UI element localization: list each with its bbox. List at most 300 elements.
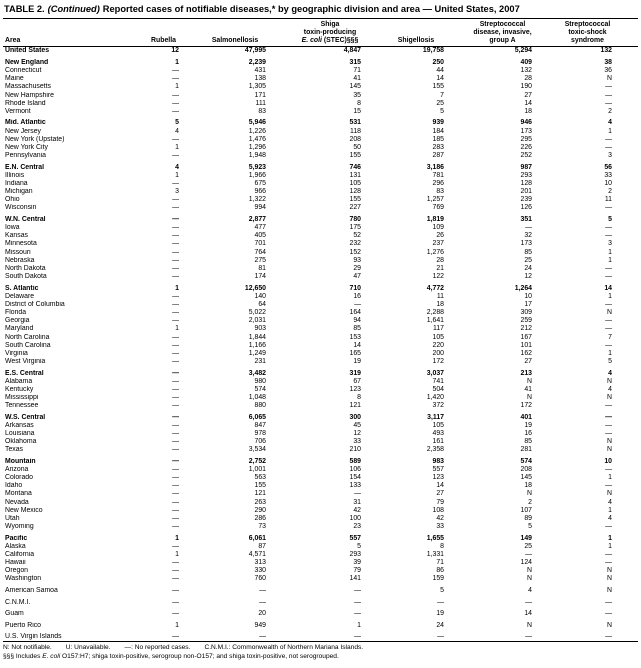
value-cell-stec: 710 [349, 284, 361, 292]
column-header-line: Shiga [320, 21, 340, 28]
area-name: Delaware [5, 292, 35, 300]
value-cell-stec: — [354, 300, 361, 308]
value-cell-stec: 71 [353, 67, 361, 75]
column-header-salmonellosis [203, 19, 298, 47]
value-cell-rubella: — [172, 482, 179, 490]
value-cell-rubella: — [172, 248, 179, 256]
value-cell-shigellosis: 184 [432, 127, 444, 135]
value-cell-strep_group_a: — [525, 598, 532, 606]
value-cell-strep_toxic_shock: N [607, 393, 612, 401]
column-header-line: Salmonellosis [211, 36, 259, 44]
area-row [3, 515, 638, 523]
area-row [3, 438, 638, 446]
area-name: Indiana [5, 179, 28, 187]
value-cell-shigellosis: 83 [436, 188, 444, 196]
value-cell-rubella: — [172, 575, 179, 583]
value-cell-salmonellosis: 431 [254, 67, 266, 75]
value-cell-rubella: — [172, 598, 179, 606]
value-cell-strep_group_a: 173 [520, 127, 532, 135]
value-cell-strep_group_a: 128 [520, 179, 532, 187]
area-row [3, 172, 638, 180]
value-cell-strep_group_a: 351 [520, 215, 532, 223]
value-cell-strep_group_a: 16 [524, 430, 532, 437]
area-row [3, 551, 638, 559]
area-name: Arkansas [5, 421, 34, 429]
value-cell-rubella: — [172, 357, 179, 365]
value-cell-rubella: — [172, 466, 179, 474]
value-cell-salmonellosis: 12,650 [244, 284, 266, 292]
value-cell-strep_toxic_shock: 38 [604, 58, 612, 66]
value-cell-strep_toxic_shock: 2 [608, 107, 612, 115]
area-name: Ohio [5, 196, 20, 204]
value-cell-strep_toxic_shock: — [605, 99, 612, 107]
area-name: South Carolina [5, 341, 51, 349]
value-cell-salmonellosis: 764 [254, 248, 266, 256]
column-header-line: Area [5, 36, 21, 44]
value-cell-shigellosis: 155 [432, 83, 444, 91]
area-name: Alaska [5, 542, 26, 550]
value-cell-rubella: 1 [175, 58, 179, 66]
region-total-row [3, 414, 638, 422]
value-cell-stec: 145 [349, 83, 361, 91]
value-cell-rubella: — [172, 341, 179, 349]
value-cell-stec: 154 [349, 474, 361, 482]
value-cell-rubella: 1 [175, 83, 179, 91]
value-cell-salmonellosis: 5,946 [248, 119, 266, 127]
value-cell-salmonellosis: 994 [254, 204, 266, 212]
value-cell-shigellosis: 3,186 [426, 163, 444, 171]
area-row [3, 128, 638, 136]
value-cell-stec: 100 [349, 514, 361, 522]
value-cell-strep_group_a: 2 [528, 498, 532, 506]
value-cell-strep_toxic_shock: — [605, 300, 612, 308]
value-cell-strep_toxic_shock: N [607, 586, 612, 594]
value-cell-salmonellosis: 966 [254, 188, 266, 196]
column-header-line: group A [489, 36, 516, 44]
area-row [3, 567, 638, 575]
value-cell-strep_toxic_shock: 5 [608, 357, 612, 365]
value-cell-shigellosis: 123 [432, 474, 444, 482]
value-cell-salmonellosis: — [259, 598, 266, 606]
value-cell-strep_group_a: 173 [520, 240, 532, 248]
area-row [3, 490, 638, 498]
value-cell-rubella: — [172, 421, 179, 429]
value-cell-salmonellosis: 138 [254, 75, 266, 83]
value-cell-shigellosis: 5 [440, 586, 444, 594]
value-cell-rubella: — [172, 393, 179, 401]
value-cell-strep_toxic_shock: N [607, 446, 612, 454]
value-cell-rubella: 1 [175, 550, 179, 558]
value-cell-stec: 123 [349, 385, 361, 393]
value-cell-salmonellosis: 121 [254, 490, 266, 498]
area-name: Wisconsin [5, 204, 37, 212]
value-cell-strep_group_a: 574 [520, 457, 532, 465]
value-cell-strep_group_a: 27 [524, 357, 532, 365]
value-cell-strep_toxic_shock: 36 [604, 67, 612, 75]
area-name: Iowa [5, 224, 20, 232]
value-cell-strep_toxic_shock: 14 [604, 284, 612, 292]
value-cell-strep_toxic_shock: — [605, 341, 612, 349]
area-row [3, 507, 638, 515]
value-cell-stec: — [354, 490, 361, 498]
column-header-line: Shigellosis [397, 36, 435, 44]
value-cell-rubella: — [172, 273, 179, 281]
area-name: South Dakota [5, 273, 47, 281]
value-cell-salmonellosis: 701 [254, 240, 266, 248]
value-cell-stec: 293 [349, 550, 361, 558]
value-cell-shigellosis: 105 [432, 333, 444, 341]
value-cell-strep_toxic_shock: — [605, 224, 612, 232]
value-cell-strep_toxic_shock: — [605, 143, 612, 151]
value-cell-salmonellosis: 3,482 [248, 369, 266, 377]
value-cell-shigellosis: 287 [432, 152, 444, 160]
value-cell-strep_group_a: 946 [520, 119, 532, 127]
area-row [3, 342, 638, 350]
value-cell-strep_toxic_shock: 1 [608, 506, 612, 514]
value-cell-strep_group_a: — [525, 633, 532, 641]
value-cell-strep_toxic_shock: 3 [608, 240, 612, 248]
area-row [3, 622, 638, 630]
value-cell-stec: 42 [353, 506, 361, 514]
value-cell-stec: 94 [353, 317, 361, 325]
value-cell-stec: 210 [349, 446, 361, 454]
value-cell-salmonellosis: 880 [254, 402, 266, 410]
value-cell-stec: 16 [353, 292, 361, 300]
value-cell-salmonellosis: 1,948 [248, 152, 266, 160]
value-cell-shigellosis: 1,641 [426, 317, 444, 325]
value-cell-strep_group_a: 293 [520, 171, 532, 179]
area-row [3, 152, 638, 160]
area-row [3, 293, 638, 301]
value-cell-shigellosis: 8 [440, 542, 444, 550]
value-cell-strep_group_a: 145 [520, 474, 532, 482]
area-name: Michigan [5, 188, 33, 196]
value-cell-rubella: — [172, 99, 179, 107]
area-row [3, 394, 638, 402]
value-cell-rubella: — [172, 542, 179, 550]
value-cell-strep_group_a: 226 [520, 143, 532, 151]
area-name: Minnesota [5, 240, 37, 248]
value-cell-strep_group_a: 14 [524, 610, 532, 618]
table-continued-label: (Continued) [47, 4, 100, 14]
value-cell-salmonellosis: 978 [254, 430, 266, 437]
value-cell-stec: 300 [349, 413, 361, 421]
value-cell-shigellosis: 372 [432, 402, 444, 410]
value-cell-shigellosis: 3,037 [426, 369, 444, 377]
value-cell-shigellosis: 504 [432, 385, 444, 393]
area-name: North Carolina [5, 333, 50, 341]
value-cell-shigellosis: 3,117 [427, 413, 444, 421]
value-cell-strep_group_a: N [527, 575, 532, 583]
area-name: Arizona [5, 466, 29, 474]
value-cell-shigellosis: 28 [436, 256, 444, 264]
value-cell-stec: 589 [349, 457, 361, 465]
value-cell-strep_group_a: 172 [520, 402, 532, 410]
value-cell-shigellosis: 237 [432, 240, 444, 248]
value-cell-stec: 33 [353, 438, 361, 446]
value-cell-strep_toxic_shock: N [607, 490, 612, 498]
value-cell-salmonellosis: 290 [254, 506, 266, 514]
value-cell-strep_toxic_shock: N [607, 377, 612, 385]
footnote-segment: —: No reported cases. [124, 644, 191, 652]
value-cell-salmonellosis: 1,001 [248, 466, 266, 474]
value-cell-salmonellosis: 20 [258, 610, 266, 618]
value-cell-stec: 8 [357, 99, 361, 107]
area-row [3, 633, 638, 642]
area-name: Rhode Island [5, 99, 46, 107]
value-cell-strep_toxic_shock: 11 [604, 196, 612, 204]
value-cell-stec: 67 [353, 377, 361, 385]
value-cell-strep_toxic_shock: 1 [608, 349, 612, 357]
value-cell-stec: 165 [349, 349, 361, 357]
value-cell-shigellosis: 11 [436, 292, 444, 300]
value-cell-strep_toxic_shock: 1 [608, 474, 612, 482]
value-cell-strep_group_a: 309 [520, 309, 532, 317]
area-name: Texas [5, 446, 23, 454]
value-cell-salmonellosis: 477 [254, 224, 266, 232]
value-cell-strep_group_a: 12 [524, 273, 532, 281]
value-cell-strep_toxic_shock: — [605, 317, 612, 325]
table-title [3, 3, 638, 18]
value-cell-rubella: — [172, 309, 179, 317]
area-row [3, 430, 638, 438]
value-cell-strep_toxic_shock: — [605, 413, 612, 421]
area-name: Pacific [5, 534, 28, 542]
value-cell-rubella: — [172, 240, 179, 248]
value-cell-stec: 232 [349, 240, 361, 248]
area-row [3, 309, 638, 317]
value-cell-rubella: — [172, 457, 179, 465]
area-name: Oklahoma [5, 438, 37, 446]
value-cell-salmonellosis: 330 [254, 567, 266, 575]
area-row [3, 136, 638, 144]
value-cell-rubella: — [172, 67, 179, 75]
value-cell-rubella: — [172, 586, 179, 594]
value-cell-salmonellosis: 1,048 [248, 393, 266, 401]
area-name: Louisiana [5, 430, 35, 437]
value-cell-rubella: — [172, 402, 179, 410]
value-cell-shigellosis: 71 [436, 559, 444, 567]
value-cell-stec: 780 [349, 215, 361, 223]
value-cell-strep_toxic_shock: — [605, 264, 612, 272]
value-cell-rubella: 1 [175, 284, 179, 292]
area-name: Kansas [5, 232, 28, 240]
value-cell-strep_toxic_shock: 1 [608, 534, 612, 542]
area-row [3, 446, 638, 454]
value-cell-strep_group_a: 4 [528, 586, 532, 594]
value-cell-rubella: — [172, 377, 179, 385]
value-cell-salmonellosis: — [259, 586, 266, 594]
area-row [3, 249, 638, 257]
value-cell-shigellosis: 1,819 [426, 215, 444, 223]
value-cell-strep_group_a: 190 [520, 83, 532, 91]
value-cell-shigellosis: 493 [432, 430, 444, 437]
value-cell-strep_group_a: 18 [524, 107, 532, 115]
value-cell-strep_toxic_shock: — [605, 232, 612, 240]
value-cell-strep_toxic_shock: 3 [608, 152, 612, 160]
value-cell-strep_group_a: N [527, 567, 532, 575]
area-name: Oregon [5, 567, 28, 575]
area-name: Massachusetts [5, 83, 51, 91]
value-cell-stec: 50 [353, 143, 361, 151]
area-row [3, 92, 638, 100]
value-cell-strep_toxic_shock: — [605, 598, 612, 606]
value-cell-strep_toxic_shock: — [605, 83, 612, 91]
value-cell-shigellosis: — [437, 633, 444, 641]
area-name: Illinois [5, 171, 25, 179]
value-cell-salmonellosis: 1,249 [248, 349, 266, 357]
value-cell-shigellosis: 24 [436, 621, 444, 629]
value-cell-shigellosis: 19,758 [422, 47, 444, 55]
value-cell-strep_group_a: 85 [524, 438, 532, 446]
area-row [3, 83, 638, 91]
value-cell-rubella: — [172, 75, 179, 83]
value-cell-rubella: — [172, 446, 179, 454]
value-cell-rubella: — [172, 91, 179, 99]
value-cell-strep_toxic_shock: 132 [600, 47, 612, 55]
value-cell-stec: 29 [353, 264, 361, 272]
area-row [3, 378, 638, 386]
value-cell-shigellosis: 250 [432, 58, 444, 66]
value-cell-stec: 8 [357, 393, 361, 401]
area-name: Kentucky [5, 385, 34, 393]
value-cell-strep_toxic_shock: 7 [608, 333, 612, 341]
value-cell-stec: 52 [353, 232, 361, 240]
value-cell-salmonellosis: 4,571 [248, 550, 266, 558]
area-name: American Samoa [5, 586, 58, 594]
value-cell-strep_toxic_shock: — [605, 550, 612, 558]
value-cell-salmonellosis: 1,476 [248, 135, 266, 143]
value-cell-rubella: 4 [175, 127, 179, 135]
area-name: Connecticut [5, 67, 42, 75]
value-cell-stec: 131 [349, 171, 361, 179]
value-cell-strep_group_a: 18 [524, 482, 532, 490]
value-cell-salmonellosis: 263 [254, 498, 266, 506]
value-cell-shigellosis: 172 [432, 357, 444, 365]
value-cell-stec: 155 [349, 196, 361, 204]
value-cell-strep_group_a: 25 [524, 256, 532, 264]
value-cell-shigellosis: 220 [432, 341, 444, 349]
value-cell-strep_group_a: — [525, 224, 532, 232]
value-cell-strep_toxic_shock: — [605, 91, 612, 99]
header-row [3, 19, 638, 47]
area-name: U.S. Virgin Islands [5, 633, 62, 641]
area-name: Tennessee [5, 402, 39, 410]
area-row [3, 474, 638, 482]
table-body [3, 47, 638, 642]
value-cell-salmonellosis: 5,022 [248, 309, 266, 317]
value-cell-stec: 557 [349, 534, 361, 542]
area-name: Guam [5, 610, 24, 618]
value-cell-stec: 35 [353, 91, 361, 99]
value-cell-stec: 319 [349, 369, 361, 377]
region-total-row [3, 285, 638, 293]
value-cell-salmonellosis: 1,296 [248, 143, 266, 151]
region-total-row [3, 458, 638, 466]
value-cell-salmonellosis: 2,877 [248, 215, 266, 223]
value-cell-strep_toxic_shock: 1 [608, 127, 612, 135]
area-name: Mid. Atlantic [5, 119, 46, 127]
area-row [3, 482, 638, 490]
footnote-stec: §§§ Includes E. coli O157:H7; shiga toxin-positive, serogroup non-O157; and shiga toxin-positive, not serogrouped. [3, 652, 339, 660]
area-name: S. Atlantic [5, 284, 39, 292]
value-cell-shigellosis: 33 [436, 523, 444, 531]
value-cell-shigellosis: 108 [432, 506, 444, 514]
value-cell-salmonellosis: 275 [254, 256, 266, 264]
value-cell-stec: 41 [353, 75, 361, 83]
value-cell-stec: 4,847 [343, 47, 361, 55]
value-cell-strep_toxic_shock: 1 [608, 542, 612, 550]
value-cell-stec: 531 [349, 119, 361, 127]
value-cell-shigellosis: 161 [432, 438, 444, 446]
value-cell-stec: 23 [353, 523, 361, 531]
value-cell-shigellosis: 983 [432, 457, 444, 465]
value-cell-strep_toxic_shock: 10 [604, 179, 612, 187]
value-cell-stec: 746 [349, 163, 361, 171]
value-cell-strep_group_a: 281 [520, 446, 532, 454]
value-cell-stec: 19 [353, 357, 361, 365]
area-name: Montana [5, 490, 32, 498]
column-header-line: E. coli (STEC)§§§ [301, 36, 359, 44]
value-cell-rubella: — [172, 179, 179, 187]
value-cell-salmonellosis: 1,226 [248, 127, 266, 135]
area-name: California [5, 550, 35, 558]
value-cell-salmonellosis: 6,061 [248, 534, 266, 542]
column-header-line: Streptococcal [479, 21, 526, 28]
value-cell-shigellosis: 1,331 [426, 550, 444, 558]
value-cell-shigellosis: 109 [432, 224, 444, 232]
value-cell-rubella: — [172, 215, 179, 223]
column-header-line: disease, invasive, [473, 28, 532, 36]
value-cell-strep_group_a: 5 [528, 523, 532, 531]
value-cell-strep_toxic_shock: 1 [608, 292, 612, 300]
value-cell-strep_toxic_shock: 4 [608, 514, 612, 522]
value-cell-rubella: — [172, 264, 179, 272]
value-cell-stec: 105 [349, 179, 361, 187]
area-name: W.S. Central [5, 413, 46, 421]
area-name: Nevada [5, 498, 29, 506]
value-cell-strep_toxic_shock: 4 [608, 119, 612, 127]
value-cell-shigellosis: 18 [436, 300, 444, 308]
value-cell-strep_group_a: 239 [520, 196, 532, 204]
area-name: Maryland [5, 325, 34, 333]
area-name: Idaho [5, 482, 23, 490]
value-cell-strep_group_a: 14 [524, 99, 532, 107]
value-cell-strep_toxic_shock: — [605, 204, 612, 212]
value-cell-shigellosis: — [437, 598, 444, 606]
value-cell-salmonellosis: 2,752 [248, 457, 266, 465]
value-cell-strep_group_a: 41 [524, 385, 532, 393]
area-name: E.S. Central [5, 369, 44, 377]
value-cell-strep_group_a: 85 [524, 248, 532, 256]
area-name: Alabama [5, 377, 33, 385]
area-name: West Virginia [5, 357, 46, 365]
region-total-row [3, 119, 638, 127]
value-cell-rubella: — [172, 385, 179, 393]
value-cell-shigellosis: 557 [432, 466, 444, 474]
value-cell-shigellosis: 2,358 [426, 446, 444, 454]
value-cell-rubella: — [172, 474, 179, 482]
value-cell-rubella: 12 [171, 47, 179, 55]
value-cell-salmonellosis: 174 [254, 273, 266, 281]
area-row [3, 204, 638, 212]
value-cell-strep_group_a: 201 [520, 188, 532, 196]
value-cell-stec: 14 [353, 341, 361, 349]
value-cell-salmonellosis: 405 [254, 232, 266, 240]
value-cell-stec: 141 [349, 575, 361, 583]
column-header-strep_group_a [472, 19, 562, 47]
value-cell-rubella: — [172, 490, 179, 498]
